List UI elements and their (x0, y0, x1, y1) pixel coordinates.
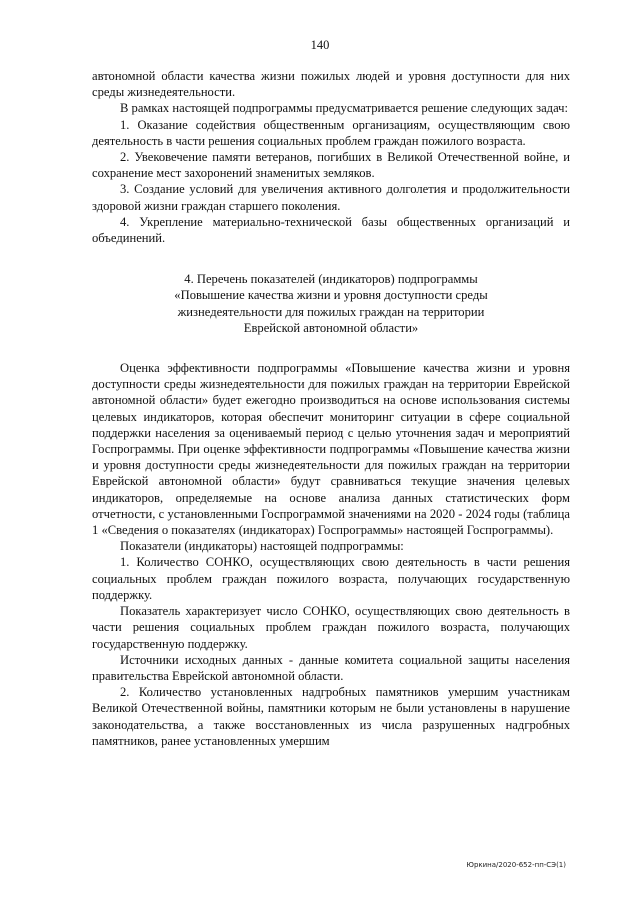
task-item-2: 2. Увековечение памяти ветеранов, погибших в Великой Отечественной войне, и сохранение мест захоронений знаменитых земляков. (92, 150, 570, 181)
document-body (92, 68, 570, 749)
section-heading-line-4: Еврейской автономной области» (243, 320, 419, 335)
section-heading-line-2: «Повышение качества жизни и уровня доступности среды (174, 288, 488, 303)
task-item-4: 4. Укрепление материально-технической базы общественных организаций и объединений. (92, 214, 570, 246)
task-item-3: 3. Создание условий для увеличения активного долголетия и продолжительности здоровой жизни граждан старшего поколения. (92, 182, 570, 213)
indicator-item-1: 1. Количество СОНКО, осуществляющих свою деятельность в части решения социальных проблем граждан пожилого возраста, получающих государственную поддержку. (92, 555, 570, 602)
paragraph-tasks-intro: В рамках настоящей подпрограммы предусматривается решение следующих задач: (120, 101, 568, 116)
document-code: Юркина/2020-652-пп-СЭ(1) (466, 861, 566, 869)
paragraph-indicator-description: Показатель характеризует число СОНКО, осуществляющих свою деятельность в части решения социальных проблем граждан пожилого возраста, получающих государственную поддержку. (92, 604, 570, 651)
section-heading (92, 271, 570, 336)
task-item-1: 1. Оказание содействия общественным организациям, осуществляющим свою деятельность в части решения социальных проблем граждан пожилого возраста. (92, 117, 570, 148)
section-heading-line-3: жизнедеятельности для пожилых граждан на территории (177, 304, 485, 319)
section-heading-line-1: 4. Перечень показателей (индикаторов) подпрограммы (184, 272, 478, 287)
paragraph-indicators-intro: Показатели (индикаторы) настоящей подпрограммы: (120, 539, 404, 554)
paragraph-data-sources: Источники исходных данных - данные комитета социальной защиты населения правительства Еврейской автономной области. (92, 652, 570, 683)
indicator-item-2: 2. Количество установленных надгробных памятников умершим участникам Великой Отечественной войны, памятники которым не были установлены в нарушение законодательства, а также восстановленных из числа разрушенных надгробных памятников, ранее установленных умершим (92, 685, 570, 748)
paragraph-continuation: автономной области качества жизни пожилых людей и уровня доступности для них среды жизнедеятельности. (92, 69, 570, 100)
paragraph-evaluation: Оценка эффективности подпрограммы «Повышение качества жизни и уровня доступности среды жизнедеятельности для пожилых граждан на территории Еврейской автономной области» будет ежегодно производиться на основе использования системы целевых индикаторов, которая обеспечит мониторинг ситуации в сфере социальной поддержки населения за оцениваемый период с целью уточнения задач и мероприятий Госпрограммы. При оценке эффективности подпрограммы «Повышение качества жизни и уровня доступности среды жизнедеятельности для пожилых граждан на территории Еврейской автономной области» будут сравниваться текущие значения целевых индикаторов, определяемые на основе анализа данных статистических форм отчетности, с установленными Госпрограммой значениями на 2020 - 2024 годы (таблица 1 «Сведения о показателях (индикаторах) Госпрограммы» настоящей Госпрограммы). (92, 361, 570, 538)
page-number: 140 (310, 38, 330, 52)
